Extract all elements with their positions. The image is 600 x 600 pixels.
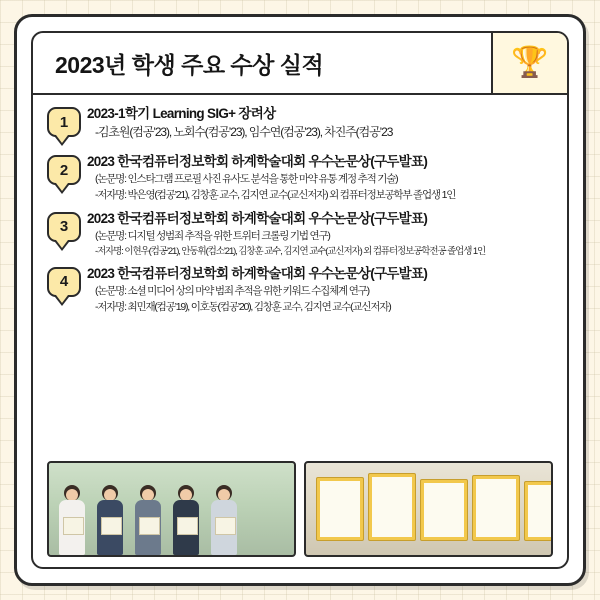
award-detail: (논문명: 인스타그램 프로필 사진 유사도 분석을 통한 마약 유통 계정 추적 기술) [95, 173, 398, 186]
award-item-4 [47, 265, 553, 316]
group-photo-students-with-certificates [47, 461, 296, 557]
award-item-1 [47, 105, 553, 147]
award-authors: -저자명: 이현우(컴공’21), 안동휘(컴소’21), 김창훈 교수, 김지연 교수(교신저자) 외 컴퓨터정보공학전공 졸업생 1인 [95, 246, 486, 258]
award-number-badge: 4 [47, 267, 81, 297]
award-number-badge: 3 [47, 212, 81, 242]
award-title: 2023-1학기 Learning SIG+ 장려상 [87, 106, 276, 121]
award-detail: (논문명: 소셜 미디어 상의 마약 범죄 추적을 위한 키워드 수집체계 연구) [95, 285, 369, 298]
award-authors: -저자명: 최민재(컴공’19), 이호동(컴공’20), 김창훈 교수, 김지연 교수(교신저자) [95, 301, 391, 314]
award-number-badge: 2 [47, 155, 81, 185]
trophy-badge [491, 33, 567, 93]
award-number-badge: 1 [47, 107, 81, 137]
poster-inner-frame [31, 31, 569, 569]
award-title: 2023 한국컴퓨터정보학회 하계학술대회 우수논문상(구두발표) [87, 265, 428, 281]
photo-gallery [47, 461, 553, 557]
trophy-icon: 🏆 [511, 46, 549, 79]
page-title: 2023년 학생 주요 수상 실적 [55, 52, 324, 78]
award-title: 2023 한국컴퓨터정보학회 하계학술대회 우수논문상(구두발표) [87, 154, 428, 169]
award-item-2 [47, 153, 553, 204]
award-detail: (논문명: 디지털 성범죄 추적을 위한 트위터 크롤링 기법 연구) [95, 229, 330, 242]
poster-header [33, 33, 567, 95]
photo-certificate-folders [304, 461, 553, 557]
award-poster [14, 14, 586, 586]
award-title: 2023 한국컴퓨터정보학회 하계학술대회 우수논문상(구두발표) [87, 210, 428, 226]
award-item-3 [47, 210, 553, 259]
award-detail: -김초원(컴공’23), 노회수(컴공’23), 임수연(컴공’23), 차진주(컴공’23 [95, 125, 393, 140]
award-authors: -저자명: 박은영(컴공’21), 김창훈 교수, 김지연 교수(교신저자) 외 컴퓨터정보공학부 졸업생 1인 [95, 189, 456, 202]
awards-list [33, 95, 567, 567]
